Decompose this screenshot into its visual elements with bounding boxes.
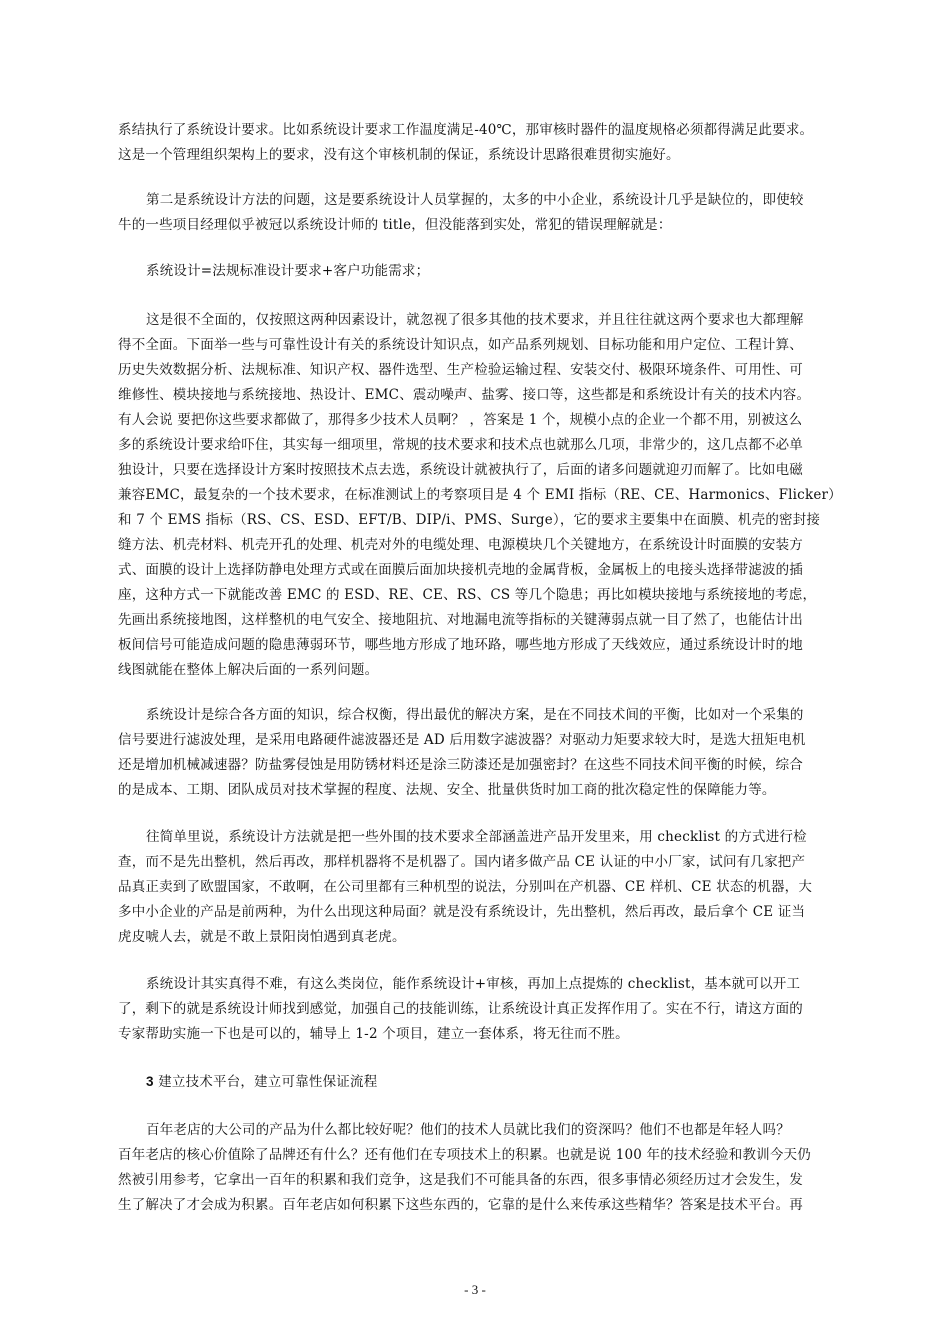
paragraph-2 bbox=[118, 188, 838, 238]
text-line: 系结执行了系统设计要求。比如系统设计要求工作温度满足-40℃，那审核时器件的温度规格必须都得满足此要求。 bbox=[118, 122, 814, 138]
text-line: 百年老店的大公司的产品为什么都比较好呢？他们的技术人员就比我们的资深吗？他们不也都是年轻人吗？ bbox=[146, 1122, 790, 1138]
text-line: 这是一个管理组织架构上的要求，没有这个审核机制的保证，系统设计思路很难贯彻实施好。 bbox=[118, 147, 680, 163]
text-line: 座，这种方式一下就能改善 EMC 的 ESD、RE、CE、RS、CS 等几个隐患；再比如模块接地与系统接地的考虑， bbox=[118, 587, 817, 603]
text-line: 了，剩下的就是系统设计师找到感觉，加强自己的技能训练，让系统设计真正发挥作用了。实在不行，请这方面的 bbox=[118, 1001, 803, 1017]
heading-number: 3 bbox=[146, 1074, 154, 1089]
text-line: 品真正卖到了欧盟国家，不敢啊，在公司里都有三种机型的说法，分别叫在产机器、CE 样机、CE 状态的机器，大 bbox=[118, 879, 813, 895]
heading-line bbox=[118, 1069, 838, 1095]
text-line: 牛的一些项目经理似乎被冠以系统设计师的 title，但没能落到实处，常犯的错误理解就是： bbox=[118, 217, 672, 233]
page-number: - 3 - bbox=[464, 1282, 486, 1297]
text-line: 兼容EMC，最复杂的一个技术要求，在标准测试上的考察项目是 4 个 EMI 指标（RE、CE、Harmonics、Flicker） bbox=[118, 487, 842, 503]
text-line: 往简单里说，系统设计方法就是把一些外围的技术要求全部涵盖进产品开发里来，用 checklist 的方式进行检 bbox=[146, 829, 807, 845]
text-line: 多的系统设计要求给吓住，其实每一细项里，常规的技术要求和技术点也就那么几项，非常少的，这几点都不必单 bbox=[118, 437, 803, 453]
paragraph-4 bbox=[118, 308, 842, 683]
text-line: 然被引用参考，它拿出一百年的积累和我们竞争，这是我们不可能具备的东西，很多事情必须经历过才会发生，发 bbox=[118, 1172, 803, 1188]
text-line: 专家帮助实施一下也是可以的，辅导上 1-2 个项目，建立一套体系，将无往而不胜。 bbox=[118, 1026, 629, 1042]
text-line: 系统设计其实真得不难，有这么类岗位，能作系统设计+审核，再加上点提炼的 checklist，基本就可以开工 bbox=[146, 976, 801, 992]
text-line: 有人会说 要把你这些要求都做了，那得多少技术人员啊？ ，答案是 1 个，规模小点的企业一个都不用，别被这么 bbox=[118, 412, 803, 428]
text-line: 得不全面。下面举一些与可靠性设计有关的系统设计知识点，如产品系列规划、目标功能和用户定位、工程计算、 bbox=[118, 337, 803, 353]
text-line: 虎皮唬人去，就是不敢上景阳岗怕遇到真老虎。 bbox=[118, 929, 406, 945]
text-line: 系统设计=法规标准设计要求+客户功能需求； bbox=[146, 263, 430, 279]
paragraph-3 bbox=[118, 259, 838, 284]
text-line: 的是成本、工期、团队成员对技术掌握的程度、法规、安全、批量供货时加工商的批次稳定性的保障能力等。 bbox=[118, 782, 776, 798]
paragraph-8 bbox=[118, 1118, 838, 1218]
paragraph-5 bbox=[118, 703, 838, 803]
text-line: 查，而不是先出整机，然后再改，那样机器将不是机器了。国内诸多做产品 CE 认证的中小厂家，试问有几家把产 bbox=[118, 854, 806, 870]
text-line: 系统设计是综合各方面的知识，综合权衡，得出最优的解决方案，是在不同技术间的平衡，比如对一个采集的 bbox=[146, 707, 804, 723]
text-line: 线图就能在整体上解决后面的一系列问题。 bbox=[118, 662, 379, 678]
text-line: 信号要进行滤波处理，是采用电路硬件滤波器还是 AD 后用数字滤波器？对驱动力矩要求较大时，是选大扭矩电机 bbox=[118, 732, 806, 748]
heading-text: 建立技术平台，建立可靠性保证流程 bbox=[153, 1074, 378, 1090]
paragraph-6 bbox=[118, 825, 838, 950]
text-line: 历史失效数据分析、法规标准、知识产权、器件选型、生产检验运输过程、安装交付、极限环境条件、可用性、可 bbox=[118, 362, 803, 378]
text-line: 和 7 个 EMS 指标（RS、CS、ESD、EFT/B、DIP/i、PMS、Surge），它的要求主要集中在面膜、机壳的密封接 bbox=[118, 512, 821, 528]
text-line: 生了解决了才会成为积累。百年老店如何积累下这些东西的，它靠的是什么来传承这些精华？答案是技术平台。再 bbox=[118, 1197, 803, 1213]
text-line: 第二是系统设计方法的问题，这是要系统设计人员掌握的，太多的中小企业，系统设计几乎是缺位的，即使较 bbox=[146, 192, 804, 208]
text-line: 多中小企业的产品是前两种，为什么出现这种局面？就是没有系统设计，先出整机，然后再改，最后拿个 CE 证当 bbox=[118, 904, 806, 920]
text-line: 缝方法、机壳材料、机壳开孔的处理、机壳对外的电缆处理、电源模块几个关键地方，在系统设计时面膜的安装方 bbox=[118, 537, 803, 553]
text-line: 式、面膜的设计上选择防静电处理方式或在面膜后面加块接机壳地的金属背板，金属板上的电接头选择带滤波的插 bbox=[118, 562, 803, 578]
text-line: 维修性、模块接地与系统接地、热设计、EMC、震动噪声、盐雾、接口等，这些都是和系统设计有关的技术内容。 bbox=[118, 387, 811, 403]
text-line: 百年老店的核心价值除了品牌还有什么？还有他们在专项技术上的积累。也就是说 100 年的技术经验和教训今天仍 bbox=[118, 1147, 811, 1163]
text-line: 先画出系统接地图，这样整机的电气安全、接地阻抗、对地漏电流等指标的关键薄弱点就一目了然了，也能估计出 bbox=[118, 612, 803, 628]
section-heading bbox=[118, 1069, 838, 1095]
text-line: 独设计，只要在选择设计方案时按照技术点去选，系统设计就被执行了，后面的诸多问题就迎刃而解了。比如电磁 bbox=[118, 462, 803, 478]
text-line: 这是很不全面的，仅按照这两种因素设计，就忽视了很多其他的技术要求，并且往往就这两个要求也大都理解 bbox=[146, 312, 804, 328]
paragraph-1 bbox=[118, 118, 838, 168]
text-line: 还是增加机械减速器？防盐雾侵蚀是用防锈材料还是涂三防漆还是加强密封？在这些不同技术间平衡的时候，综合 bbox=[118, 757, 803, 773]
text-line: 板间信号可能造成问题的隐患薄弱环节，哪些地方形成了地环路，哪些地方形成了天线效应，通过系统设计时的地 bbox=[118, 637, 803, 653]
paragraph-7 bbox=[118, 972, 838, 1047]
